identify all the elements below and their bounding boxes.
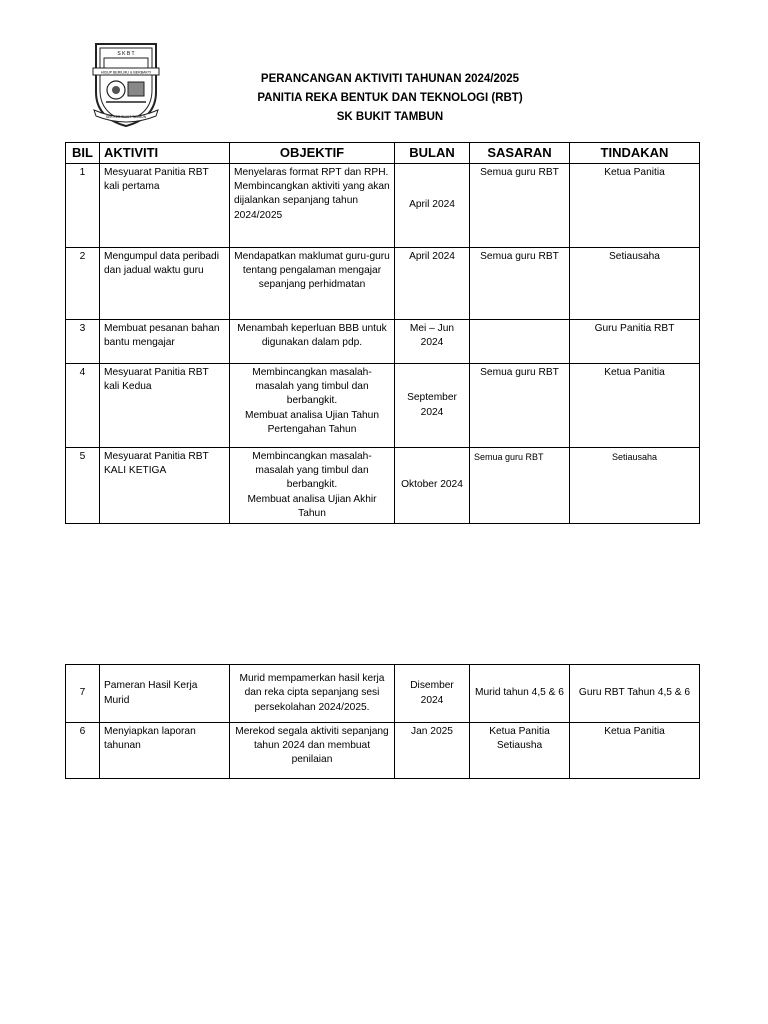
table-row — [66, 723, 700, 779]
cell-sasaran: Semua guru RBT — [470, 164, 570, 248]
cell-bulan: Disember 2024 — [395, 665, 470, 723]
table-row — [66, 665, 700, 723]
col-header-bulan: BULAN — [395, 143, 470, 164]
logo-top-text: S K B T — [117, 51, 135, 57]
cell-bil: 5 — [66, 448, 100, 524]
cell-aktiviti: Menyiapkan laporan tahunan — [100, 723, 230, 779]
cell-objektif: Merekod segala aktiviti sepanjang tahun 2024 dan membuat penilaian — [230, 723, 395, 779]
cell-sasaran: Ketua Panitia Setiausha — [470, 723, 570, 779]
cell-objektif: Membincangkan masalah-masalah yang timbul dan berbangkit. Membuat analisa Ujian Tahun Pertengahan Tahun — [230, 364, 395, 448]
activity-table — [65, 142, 700, 524]
activity-table-continued — [65, 664, 700, 779]
header-subtitle: PANITIA REKA BENTUK DAN TEKNOLOGI (RBT) — [257, 92, 523, 104]
cell-objektif: Murid mempamerkan hasil kerja dan reka cipta sepanjang sesi persekolahan 2024/2025. — [230, 665, 395, 723]
cell-aktiviti: Mengumpul data peribadi dan jadual waktu guru — [100, 248, 230, 320]
cell-bil: 3 — [66, 320, 100, 364]
cell-objektif: Mendapatkan maklumat guru-guru tentang pengalaman mengajar sepanjang perhidmatan — [230, 248, 395, 320]
table-row — [66, 164, 700, 248]
header-title: PERANCANGAN AKTIVITI TAHUNAN 2024/2025 — [260, 73, 520, 85]
cell-sasaran: Murid tahun 4,5 & 6 — [470, 665, 570, 723]
cell-bulan: Mei – Jun 2024 — [395, 320, 470, 364]
cell-tindakan: Setiausaha — [570, 448, 700, 524]
logo-banner-text: HIDUP BERILMU & BERBAKTI — [100, 70, 152, 75]
cell-objektif: Membincangkan masalah-masalah yang timbul dan berbangkit. Membuat analisa Ujian Akhir Tahun — [230, 448, 395, 524]
col-header-sasaran: SASARAN — [470, 143, 570, 164]
table-row — [66, 448, 700, 524]
cell-aktiviti: Membuat pesanan bahan bantu mengajar — [100, 320, 230, 364]
cell-bulan: September 2024 — [395, 364, 470, 448]
cell-objektif: Menyelaras format RPT dan RPH. Membincangkan aktiviti yang akan dijalankan sepanjang tahun 2024/2025 — [230, 164, 395, 248]
cell-sasaran: Semua guru RBT — [470, 364, 570, 448]
cell-bulan: April 2024 — [395, 164, 470, 248]
cell-aktiviti: Mesyuarat Panitia RBT kali pertama — [100, 164, 230, 248]
table-row — [66, 364, 700, 448]
cell-bil: 4 — [66, 364, 100, 448]
cell-aktiviti: Mesyuarat Panitia RBT kali Kedua — [100, 364, 230, 448]
school-logo — [90, 40, 162, 128]
cell-tindakan: Guru Panitia RBT — [570, 320, 700, 364]
cell-bulan: Jan 2025 — [395, 723, 470, 779]
cell-tindakan: Guru RBT Tahun 4,5 & 6 — [570, 665, 700, 723]
cell-bil: 7 — [66, 665, 100, 723]
logo-bottom-text: SEK KEB BUKIT TAMBUN — [105, 115, 147, 119]
cell-sasaran: Semua guru RBT — [470, 448, 570, 524]
cell-tindakan: Ketua Panitia — [570, 723, 700, 779]
cell-tindakan: Ketua Panitia — [570, 164, 700, 248]
cell-tindakan: Ketua Panitia — [570, 364, 700, 448]
col-header-objektif: OBJEKTIF — [230, 143, 395, 164]
table-header-row — [66, 143, 700, 164]
cell-aktiviti: Mesyuarat Panitia RBT KALI KETIGA — [100, 448, 230, 524]
document-header — [180, 70, 600, 127]
table-row — [66, 320, 700, 364]
col-header-aktiviti: AKTIVITI — [100, 143, 230, 164]
cell-bil: 6 — [66, 723, 100, 779]
cell-bil: 2 — [66, 248, 100, 320]
cell-aktiviti: Pameran Hasil Kerja Murid — [100, 665, 230, 723]
cell-tindakan: Setiausaha — [570, 248, 700, 320]
cell-bulan: April 2024 — [395, 248, 470, 320]
cell-sasaran: Semua guru RBT — [470, 248, 570, 320]
col-header-tindakan: TINDAKAN — [570, 143, 700, 164]
cell-bulan: Oktober 2024 — [395, 448, 470, 524]
cell-sasaran — [470, 320, 570, 364]
col-header-bil: BIL — [66, 143, 100, 164]
cell-objektif: Menambah keperluan BBB untuk digunakan dalam pdp. — [230, 320, 395, 364]
cell-bil: 1 — [66, 164, 100, 248]
header-school: SK BUKIT TAMBUN — [336, 111, 444, 123]
table-row — [66, 248, 700, 320]
